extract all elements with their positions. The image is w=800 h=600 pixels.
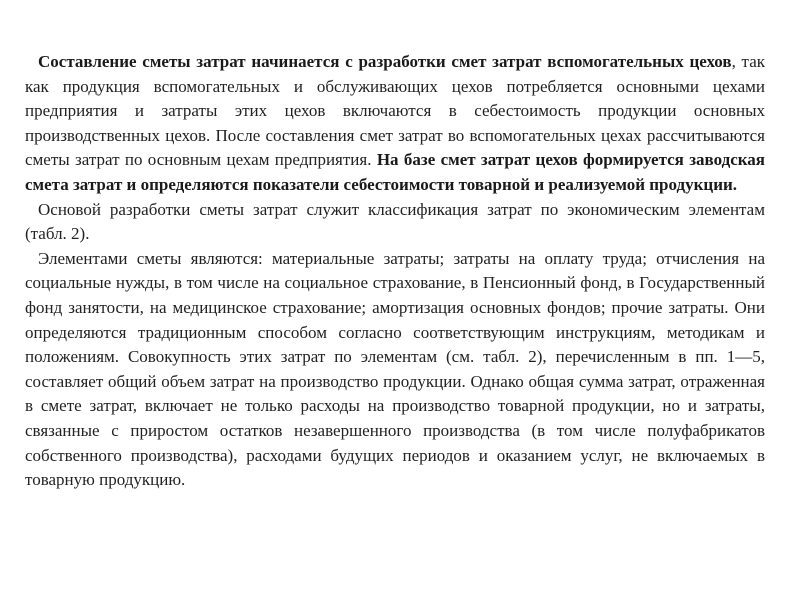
paragraph-1-bold-start: Составление сметы затрат начинается с разработки смет затрат вспомогательных цехов (38, 52, 732, 71)
paragraph-1-text: , так как продукция вспомогательных и обслуживающих цехов потребляется основными цехами предприятия и затраты этих цехов включаются в себестоимость продукции основных производственных цехов. После составления смет затрат во вспомогательных цехах рассчитываются сметы затрат по основным цехам предприятия. (25, 52, 765, 170)
paragraph-1 (25, 50, 765, 198)
document-body (25, 50, 765, 493)
paragraph-2: Основой разработки сметы затрат служит классификация затрат по экономическим элементам (табл. 2). (25, 199, 765, 244)
paragraph-3: Элементами сметы являются: материальные затраты; затраты на оплату труда; отчисления на социальные нужды, в том числе на социальное страхование, в Пенсионный фонд, в Государственный фонд занятости, на медицинское страхование; амортизация основных фондов; прочие затраты. Они определяются традиционным способом согласно соответствующим инструкциям, методикам и положениям. Совокупность этих затрат по элементам (см. табл. 2), перечисленным в пп. 1—5, составляет общий объем затрат на производство продукции. Однако общая сумма затрат, отраженная в смете затрат, включает не только расходы на производство товарной продукции, но и затраты, связанные с приростом остатков незавершенного производства (в том числе полуфабрикатов собственного производства), расходами будущих периодов и оказанием услуг, не включаемых в товарную продукцию. (25, 248, 765, 490)
paragraph-1-bold-end: На базе смет затрат цехов формируется заводская смета затрат и определяются показатели себестоимости товарной и реализуемой продукции. (25, 150, 765, 194)
